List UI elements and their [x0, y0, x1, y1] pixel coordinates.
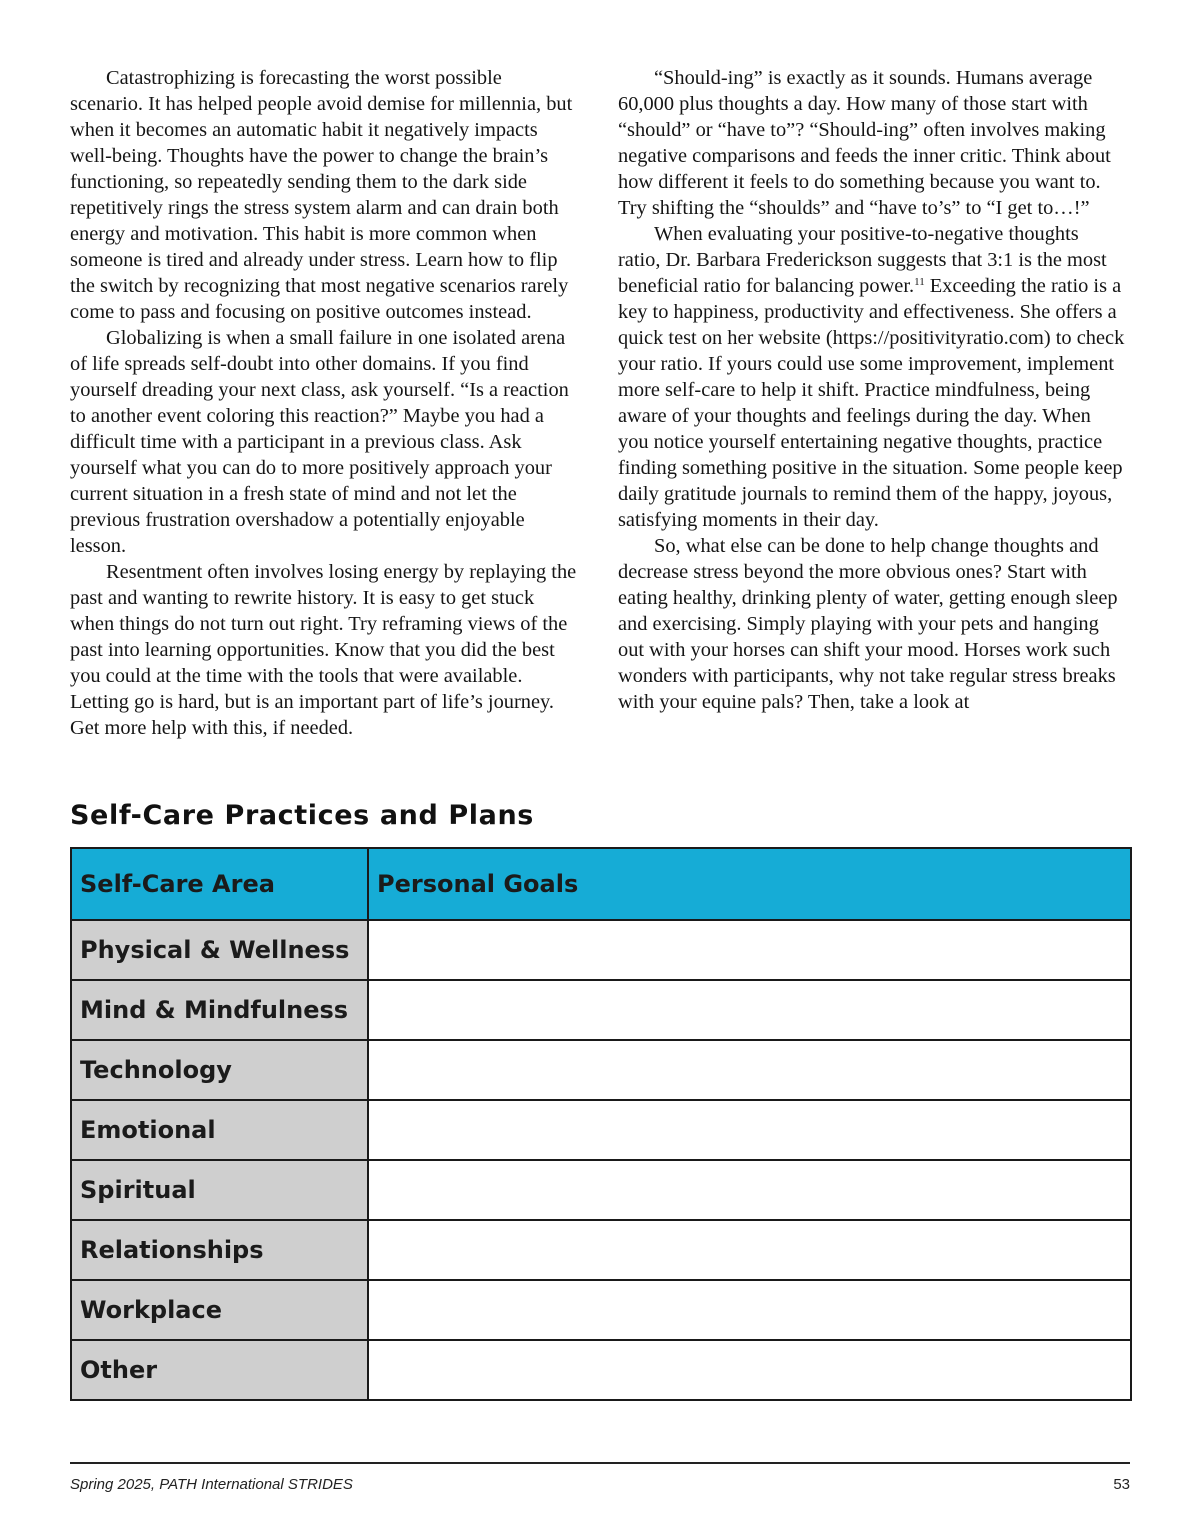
- paragraph-change-thoughts: So, what else can be done to help change thoughts and decrease stress beyond the more obvious ones? Start with eating healthy, drinking plenty of water, getting enough sleep and exercising. Simply playing with your pets and hanging out with your horses can shift your mood. Horses work such wonders with participants, why not take regular stress breaks with your equine pals? Then, take a look at: [618, 535, 1118, 713]
- table-header-row: [71, 848, 1131, 920]
- area-cell: Relationships: [71, 1220, 368, 1280]
- goal-cell[interactable]: [368, 1160, 1131, 1220]
- table-row: [71, 1040, 1131, 1100]
- goal-cell[interactable]: [368, 1220, 1131, 1280]
- footnote-marker: 11: [914, 276, 925, 288]
- table-row: [71, 980, 1131, 1040]
- section-title: Self-Care Practices and Plans: [70, 800, 534, 831]
- area-cell: Emotional: [71, 1100, 368, 1160]
- goal-cell[interactable]: [368, 920, 1131, 980]
- table-row: [71, 1220, 1131, 1280]
- paragraph-should-ing: “Should-ing” is exactly as it sounds. Humans average 60,000 plus thoughts a day. How many of those start with “should” or “have to”? “Should-ing” often involves making negative comparisons and feeds the inner critic. Think about how different it feels to do something because you want to. Try shifting the “shoulds” and “have to’s” to “I get to…!”: [618, 67, 1111, 219]
- paragraph-resentment: Resentment often involves losing energy by replaying the past and wanting to rewrite history. It is easy to get stuck when things do not turn out right. Try reframing views of the past into learning opportunities. Know that you did the best you could at the time with the tools that were available. Letting go is hard, but is an important part of life’s journey. Get more help with this, if needed.: [70, 561, 577, 739]
- goal-cell[interactable]: [368, 980, 1131, 1040]
- goal-cell[interactable]: [368, 1340, 1131, 1400]
- goal-cell[interactable]: [368, 1040, 1131, 1100]
- table-row: [71, 1100, 1131, 1160]
- header-self-care-area: Self-Care Area: [71, 848, 368, 920]
- area-cell: Spiritual: [71, 1160, 368, 1220]
- table-row: [71, 1160, 1131, 1220]
- ratio-text-before: When evaluating your positive-to-negative thoughts ratio, Dr. Barbara Frederickson suggests that 3:1 is the most beneficial ratio for balancing power.: [618, 223, 1107, 297]
- area-cell: Workplace: [71, 1280, 368, 1340]
- right-text-column: [618, 65, 1126, 715]
- self-care-table: [70, 847, 1132, 1401]
- table-row: [71, 1280, 1131, 1340]
- footer-publication: Spring 2025, PATH International STRIDES: [70, 1476, 353, 1493]
- page-number: 53: [1113, 1476, 1130, 1493]
- paragraph-catastrophizing: Catastrophizing is forecasting the worst possible scenario. It has helped people avoid demise for millennia, but when it becomes an automatic habit it negatively impacts well-being. Thoughts have the power to change the brain’s functioning, so repeatedly sending them to the dark side repetitively rings the stress system alarm and can drain both energy and motivation. This habit is more common when someone is tired and already under stress. Learn how to flip the switch by recognizing that most negative scenarios rarely come to pass and focusing on positive outcomes instead.: [70, 67, 573, 323]
- table-row: [71, 1340, 1131, 1400]
- table-row: [71, 920, 1131, 980]
- goal-cell[interactable]: [368, 1280, 1131, 1340]
- area-cell: Technology: [71, 1040, 368, 1100]
- area-cell: Mind & Mindfulness: [71, 980, 368, 1040]
- area-cell: Physical & Wellness: [71, 920, 368, 980]
- footer-divider: [70, 1462, 1130, 1464]
- goal-cell[interactable]: [368, 1100, 1131, 1160]
- ratio-text-after: Exceeding the ratio is a key to happiness, productivity and effectiveness. She offers a quick test on her website (https://positivityratio.com) to check your ratio. If yours could use some improvement, implement more self-care to help it shift. Practice mindfulness, being aware of your thoughts and feelings during the day. When you notice yourself entertaining negative thoughts, practice finding something positive in the situation. Some people keep daily gratitude journals to remind them of the happy, joyous, satisfying moments in their day.: [618, 275, 1125, 531]
- left-text-column: [70, 65, 578, 741]
- area-cell: Other: [71, 1340, 368, 1400]
- paragraph-positivity-ratio: [618, 221, 1126, 533]
- header-personal-goals: Personal Goals: [368, 848, 1131, 920]
- paragraph-globalizing: Globalizing is when a small failure in one isolated arena of life spreads self-doubt into other domains. If you find yourself dreading your next class, ask yourself. “Is a reaction to another event coloring this reaction?” Maybe you had a difficult time with a participant in a previous class. Ask yourself what you can do to more positively approach your current situation in a fresh state of mind and not let the previous frustration overshadow a potentially enjoyable lesson.: [70, 327, 569, 557]
